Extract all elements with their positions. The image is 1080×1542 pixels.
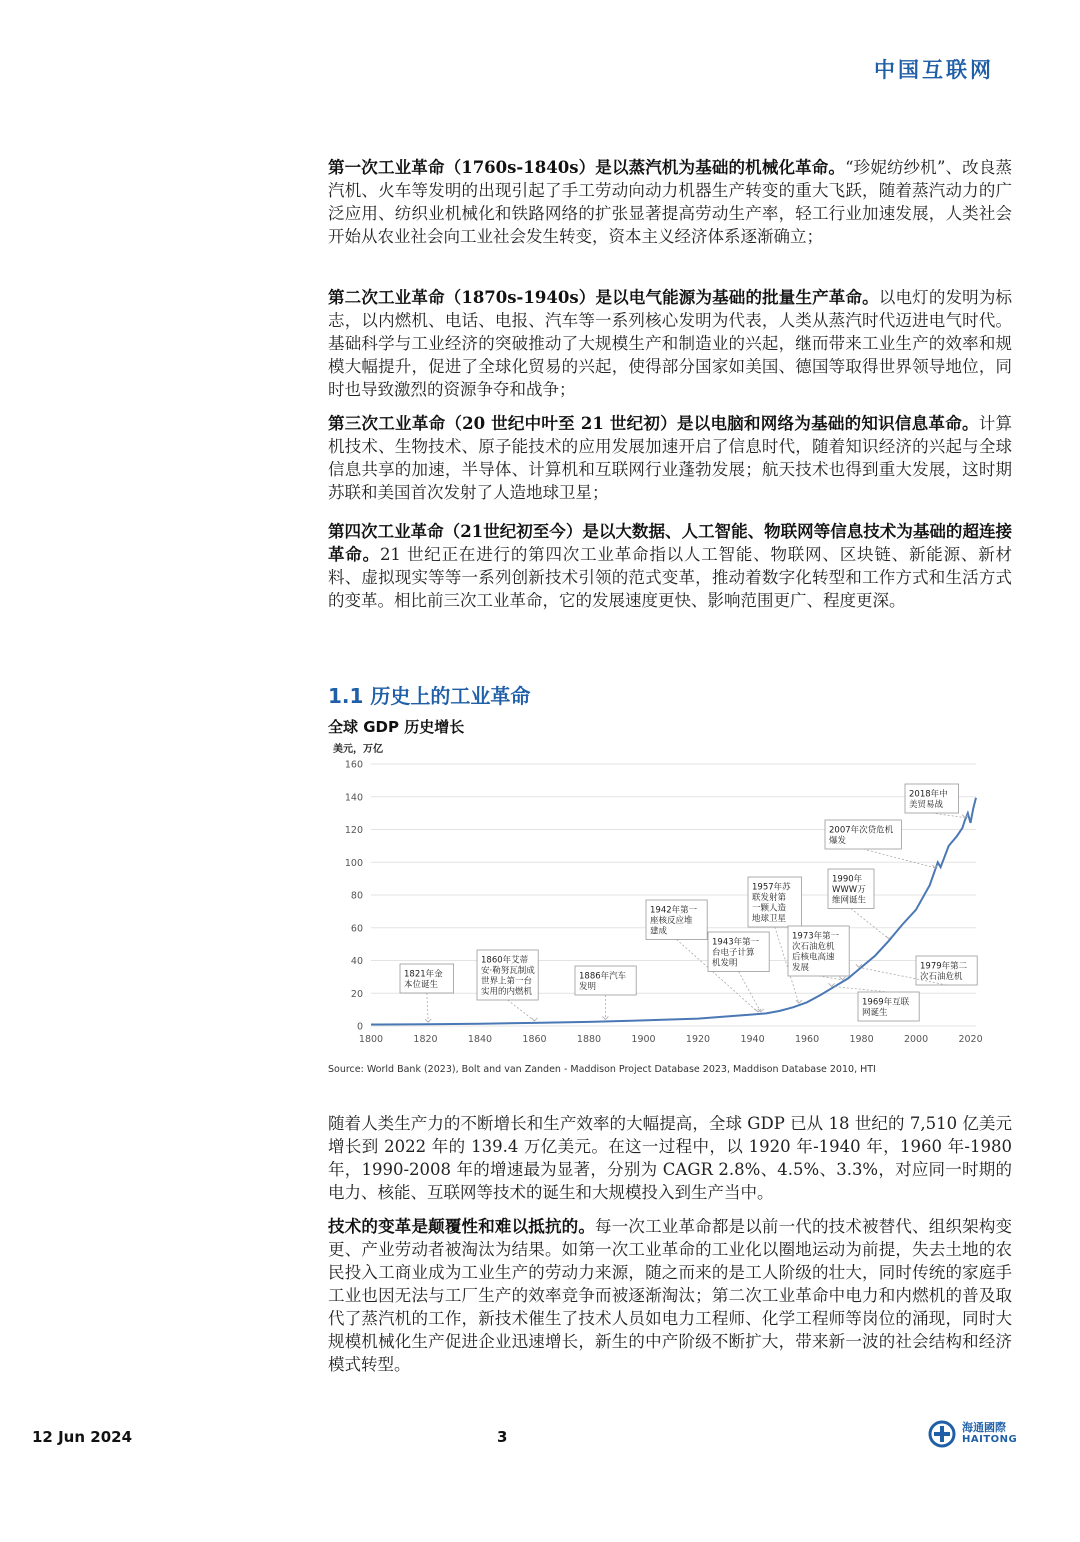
annotation-text: 机发明	[712, 958, 738, 969]
x-tick-label: 1940	[740, 1034, 765, 1045]
annotation-text: 2018年中	[909, 789, 948, 800]
paragraph-body: 每一次工业革命都是以前一代的技术被替代、组织架构变更、产业劳动者被淘汰为结果。如第一次工业革命的工业化以圈地运动为前提，失去土地的农民投入工商业成为工业生产的劳动力来源，随之而来的是工人阶级的壮大，同时传统的家庭手工业也因无法与工厂生产的效率竞争而被逐渐淘汰；第二次工业革命中电力和内燃机的普及取代了蒸汽机的工作，新技术催生了技术人员如电力工程师、化学工程师等岗位的涌现，同时大规模机械化生产促进企业迅速增长，新生的中产阶级不断扩大，带来新一波的社会结构和经济模式转型。	[328, 1217, 1012, 1374]
annotation-text: 1860年艾蒂	[481, 955, 529, 966]
annotation-text: 次石油危机	[792, 942, 835, 952]
y-tick-label: 100	[344, 857, 363, 869]
annotation-text: 1957年苏	[752, 882, 791, 893]
paragraph-tech-change	[328, 1215, 1012, 1376]
annotation-text: 维网诞生	[832, 895, 867, 906]
annotation-callout	[708, 932, 769, 1012]
paragraph-third-revolution	[328, 412, 1012, 504]
annotation-arrow	[532, 1018, 538, 1021]
annotation-text: 1942年第一	[650, 905, 698, 916]
annotation-leader	[851, 909, 889, 939]
x-tick-label: 2000	[903, 1034, 929, 1045]
annotation-text: 台电子计算	[712, 948, 755, 958]
paragraph-body: 计算机技术、生物技术、原子能技术的应用发展加速开启了信息时代，随着知识经济的兴起与全球信息共享的加速，半导体、计算机和互联网行业蓬勃发展；航天技术也得到重大发展，这时期苏联和美国首次发射了人造地球卫星；	[328, 414, 1013, 502]
annotation-text: 地球卫星	[752, 914, 787, 924]
y-tick-label: 160	[344, 759, 363, 771]
annotation-text: 建成	[650, 926, 668, 937]
annotation-text: 发展	[792, 963, 810, 973]
annotation-text: 世界上第一台	[481, 976, 533, 987]
annotation-leader	[819, 976, 843, 980]
annotation-text: 1969年互联	[862, 997, 910, 1008]
logo-en-text: HAITONG	[962, 1434, 1018, 1445]
gdp-chart	[320, 736, 1000, 1060]
annotation-leader	[863, 849, 935, 868]
annotation-arrow	[839, 977, 845, 980]
x-tick-label: 1820	[413, 1034, 438, 1045]
page-number: 3	[497, 1428, 508, 1446]
annotation-text: 1973年第一	[792, 931, 840, 942]
x-tick-label: 1840	[467, 1034, 493, 1045]
annotation-arrow	[829, 983, 835, 986]
annotation-text: 座核反应堆	[650, 916, 693, 926]
x-tick-label: 1960	[794, 1034, 820, 1045]
annotation-callout	[477, 950, 538, 1021]
annotation-text: 实用的内燃机	[481, 987, 533, 997]
annotation-text: 联发射第	[752, 893, 787, 903]
annotation-leader	[739, 972, 761, 1012]
y-axis-label: 美元，万亿	[333, 744, 383, 755]
annotation-text: 网诞生	[862, 1008, 888, 1018]
annotation-leader	[932, 813, 965, 818]
paragraph-lead: 技术的变革是颠覆性和难以抵抗的。	[328, 1217, 595, 1236]
annotation-text: 1821年金	[404, 969, 443, 980]
annotation-text: 1979年第二	[920, 961, 968, 972]
annotation-leader	[427, 993, 428, 1022]
annotation-text: 2007年次贷危机	[829, 825, 894, 836]
y-tick-label: 80	[350, 890, 363, 902]
header-brand: 中国互联网	[874, 58, 994, 82]
section-title: 1.1 历史上的工业革命	[328, 684, 531, 708]
paragraph-first-revolution	[328, 156, 1012, 248]
annotation-arrow	[425, 1019, 431, 1022]
annotation-arrow	[796, 1000, 802, 1003]
paragraph-body: 随着人类生产力的不断增长和生产效率的大幅提高，全球 GDP 已从 18 世纪的 7,510 亿美元增长到 2022 年的 139.4 万亿美元。在这一过程中，以 1920 年-1940 年，1960 年-1980 年，1990-2008 年的增速最为显著，分别为 CAGR 2.8%、4.5%、3.3%，对应同一时期的电力、核能、互联网等技术的诞生和大规模投入到生产当中。	[328, 1114, 1012, 1202]
x-tick-label: 1880	[576, 1034, 602, 1045]
source-note: Source: World Bank (2023), Bolt and van Zanden - Maddison Project Database 2023, Maddison Database 2010, HTI	[328, 1064, 876, 1075]
paragraph-lead: 第三次工业革命（20 世纪中叶至 21 世纪初）是以电脑和网络为基础的知识信息革命。	[328, 414, 979, 433]
annotation-callout	[788, 926, 849, 980]
paragraph-body: 以电灯的发明为标志，以内燃机、电话、电报、汽车等一系列核心发明为代表，人类从蒸汽时代迈进电气时代。基础科学与工业经济的突破推动了大规模生产和制造业的兴起，继而带来工业生产的效率和规模大幅提升，促进了全球化贸易的兴起，使得部分国家如美国、德国等取得世界领导地位，同时也导致激烈的资源争夺和战争；	[328, 288, 1013, 399]
x-tick-label: 1980	[849, 1034, 874, 1045]
footer-date: 12 Jun 2024	[32, 1428, 133, 1446]
haitong-logo	[928, 1420, 1017, 1448]
paragraph-lead: 第四次工业革命（21世纪初至今）是以大数据、人工智能、物联网等信息技术为基础的超连接革命。	[328, 522, 1012, 564]
paragraph-second-revolution	[328, 286, 1012, 401]
annotation-text: 1886年汽车	[579, 971, 627, 982]
logo-cn-text: 海通國際	[962, 1421, 1006, 1434]
annotation-text: 1943年第一	[712, 937, 760, 948]
x-tick-label: 1800	[358, 1034, 384, 1045]
annotation-text: 美贸易战	[909, 800, 944, 810]
haitong-logo-icon	[928, 1420, 956, 1448]
annotation-text: 发明	[579, 982, 597, 992]
annotation-text: 次石油危机	[920, 972, 963, 982]
annotation-leader	[508, 1000, 535, 1021]
annotation-callout	[825, 820, 938, 868]
x-tick-label: 1920	[685, 1034, 711, 1045]
paragraph-lead: 第一次工业革命（1760s-1840s）是以蒸汽机为基础的机械化革命。	[328, 158, 846, 177]
chart-title: 全球 GDP 历史增长	[328, 718, 465, 736]
annotation-text: 后核电高速	[792, 952, 835, 963]
x-tick-label: 1900	[631, 1034, 656, 1045]
annotation-callout	[829, 983, 920, 1021]
annotation-text: 本位诞生	[404, 980, 439, 990]
annotation-text: 安·勒努瓦制成	[481, 966, 535, 976]
y-tick-label: 0	[356, 1021, 363, 1033]
annotation-leader	[832, 986, 889, 992]
annotation-callout	[400, 964, 454, 1022]
x-tick-label: 2020	[958, 1034, 983, 1045]
paragraph-body: 21 世纪正在进行的第四次工业革命指以人工智能、物联网、区块链、新能源、新材料、虚拟现实等等一系列创新技术引领的范式变革，推动着数字化转型和工作方式和生活方式的变革。相比前三次工业革命，它的发展速度更快、影响范围更广、程度更深。	[328, 545, 1013, 610]
annotation-callout	[905, 784, 968, 818]
y-tick-label: 140	[344, 792, 363, 804]
paragraph-lead: 第二次工业革命（1870s-1940s）是以电气能源为基础的批量生产革命。	[328, 288, 879, 307]
annotation-text: 一颗人造	[752, 903, 787, 914]
annotation-text: WWW万	[832, 885, 866, 895]
annotation-text: 爆发	[829, 836, 847, 846]
y-tick-label: 20	[350, 988, 363, 1000]
paragraph-body: “珍妮纺纱机”、改良蒸汽机、火车等发明的出现引起了手工劳动向动力机器生产转变的重大飞跃，随着蒸汽动力的广泛应用、纺织业机械化和铁路网络的扩张显著提高劳动生产率，轻工行业加速发展，人类社会开始从农业社会向工业社会发生转变，资本主义经济体系逐渐确立；	[328, 158, 1012, 246]
annotation-text: 1990年	[832, 874, 863, 885]
y-tick-label: 60	[350, 923, 363, 935]
annotation-callout	[575, 966, 636, 1019]
paragraph-gdp-growth	[328, 1112, 1012, 1204]
y-tick-label: 40	[350, 956, 363, 967]
y-tick-label: 120	[344, 825, 363, 836]
paragraph-fourth-revolution	[328, 520, 1012, 612]
x-tick-label: 1860	[522, 1034, 547, 1045]
